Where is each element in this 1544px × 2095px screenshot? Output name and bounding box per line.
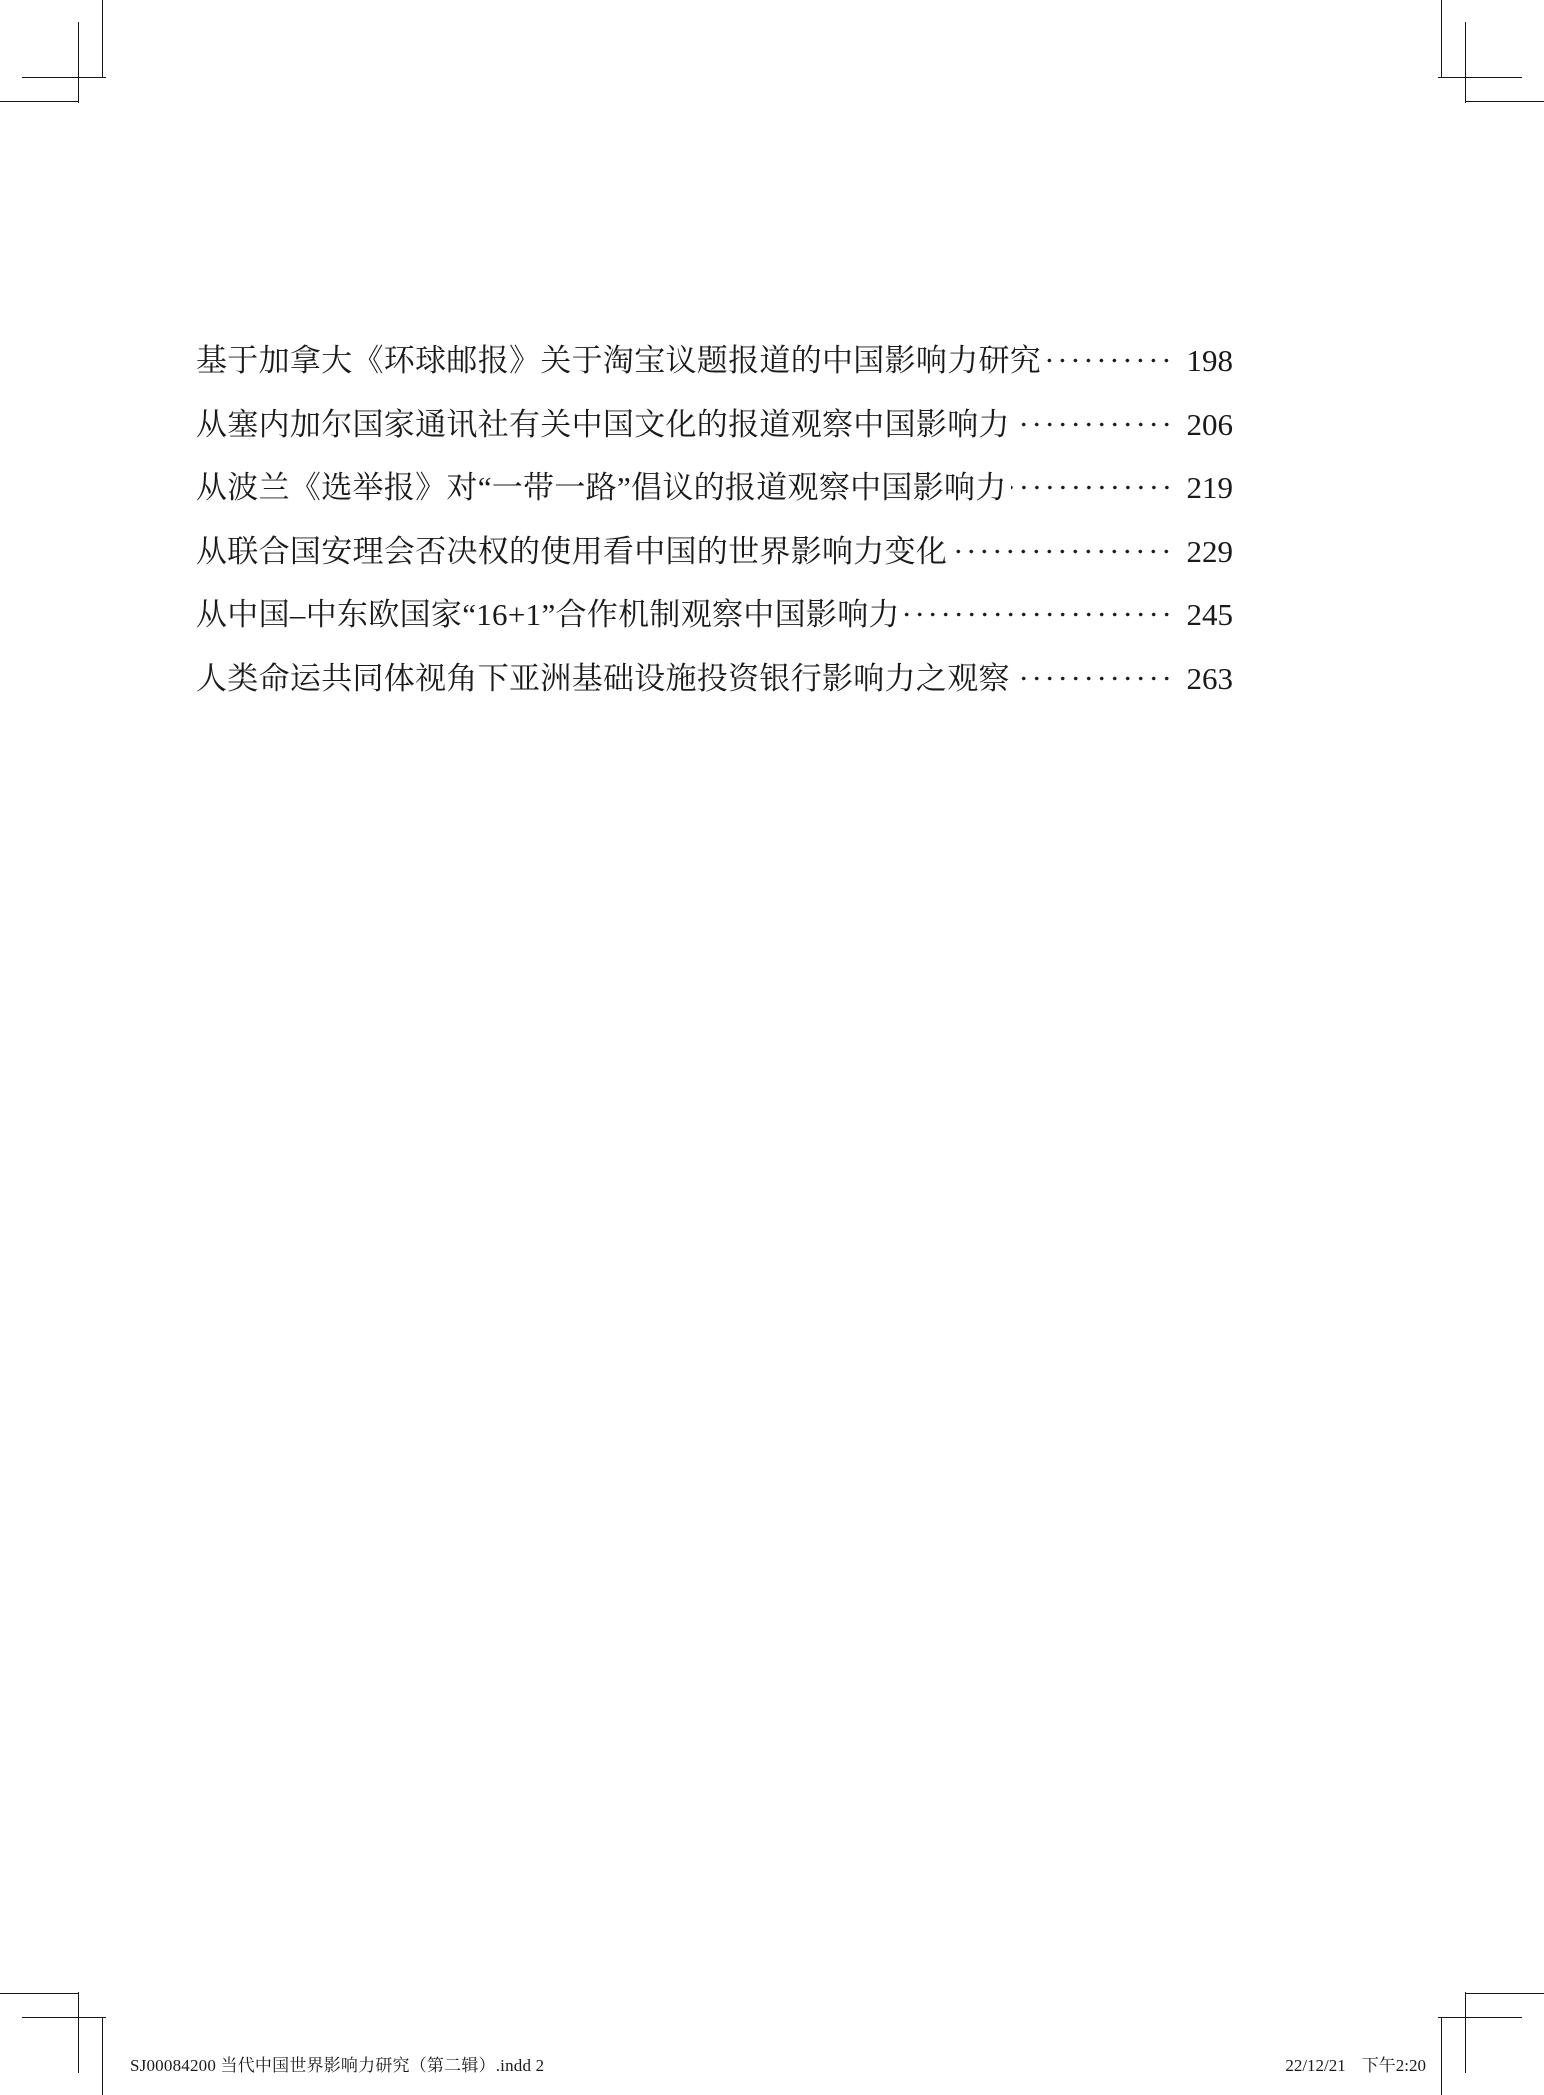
crop-mark-line: [1441, 0, 1442, 78]
footer-time: 下午2:20: [1361, 2056, 1426, 2075]
crop-mark-line: [1438, 77, 1522, 78]
toc-entry-title: 从波兰《选举报》对“一带一路”倡议的报道观察中国影响力: [196, 470, 1007, 506]
crop-mark-line: [1465, 1992, 1466, 2073]
crop-mark-line: [0, 1993, 79, 1994]
crop-mark-line: [102, 2017, 103, 2095]
crop-mark-line: [22, 77, 106, 78]
toc-entry-page: 219: [1186, 470, 1233, 506]
crop-mark-line: [1465, 101, 1544, 102]
toc-entry-title: 基于加拿大《环球邮报》关于淘宝议题报道的中国影响力研究: [196, 343, 1042, 379]
toc-entry-title: 人类命运共同体视角下亚洲基础设施投资银行影响力之观察: [196, 660, 1010, 696]
toc-entry-title: 从中国–中东欧国家“16+1”合作机制观察中国影响力: [196, 597, 900, 633]
footer-slug-filename: SJ00084200 当代中国世界影响力研究（第二辑）.indd 2: [130, 2056, 545, 2075]
footer-slug-timestamp: [1285, 2051, 1426, 2076]
toc-entry-title: 从联合国安理会否决权的使用看中国的世界影响力变化: [196, 533, 948, 569]
crop-mark-line: [1465, 22, 1466, 103]
crop-mark-line: [22, 2017, 106, 2018]
dot-leader: [1011, 485, 1173, 490]
crop-mark-line: [102, 0, 103, 78]
toc-entry-page: 206: [1186, 406, 1233, 442]
dot-leader: [904, 612, 1173, 617]
crop-mark-line: [78, 1992, 79, 2073]
toc-entry: [196, 520, 1233, 584]
toc-entry-page: 245: [1186, 597, 1233, 633]
toc-entry-page: 198: [1186, 343, 1233, 379]
toc-entry: [196, 583, 1233, 647]
dot-leader: [951, 549, 1173, 554]
toc-entry-title: 从塞内加尔国家通讯社有关中国文化的报道观察中国影响力: [196, 406, 1010, 442]
table-of-contents: [196, 329, 1233, 710]
toc-entry: [196, 329, 1233, 393]
dot-leader: [1045, 358, 1173, 363]
dot-leader: [1014, 676, 1173, 681]
footer-date: 22/12/21: [1285, 2056, 1346, 2075]
crop-mark-line: [1438, 2017, 1522, 2018]
crop-mark-line: [1465, 1993, 1544, 1994]
toc-entry: [196, 456, 1233, 520]
crop-mark-line: [78, 22, 79, 103]
toc-entry-page: 229: [1186, 533, 1233, 569]
toc-entry: [196, 393, 1233, 457]
toc-entry-page: 263: [1186, 660, 1233, 696]
crop-mark-line: [0, 101, 79, 102]
crop-mark-line: [1441, 2017, 1442, 2095]
toc-entry: [196, 647, 1233, 711]
dot-leader: [1014, 422, 1173, 427]
